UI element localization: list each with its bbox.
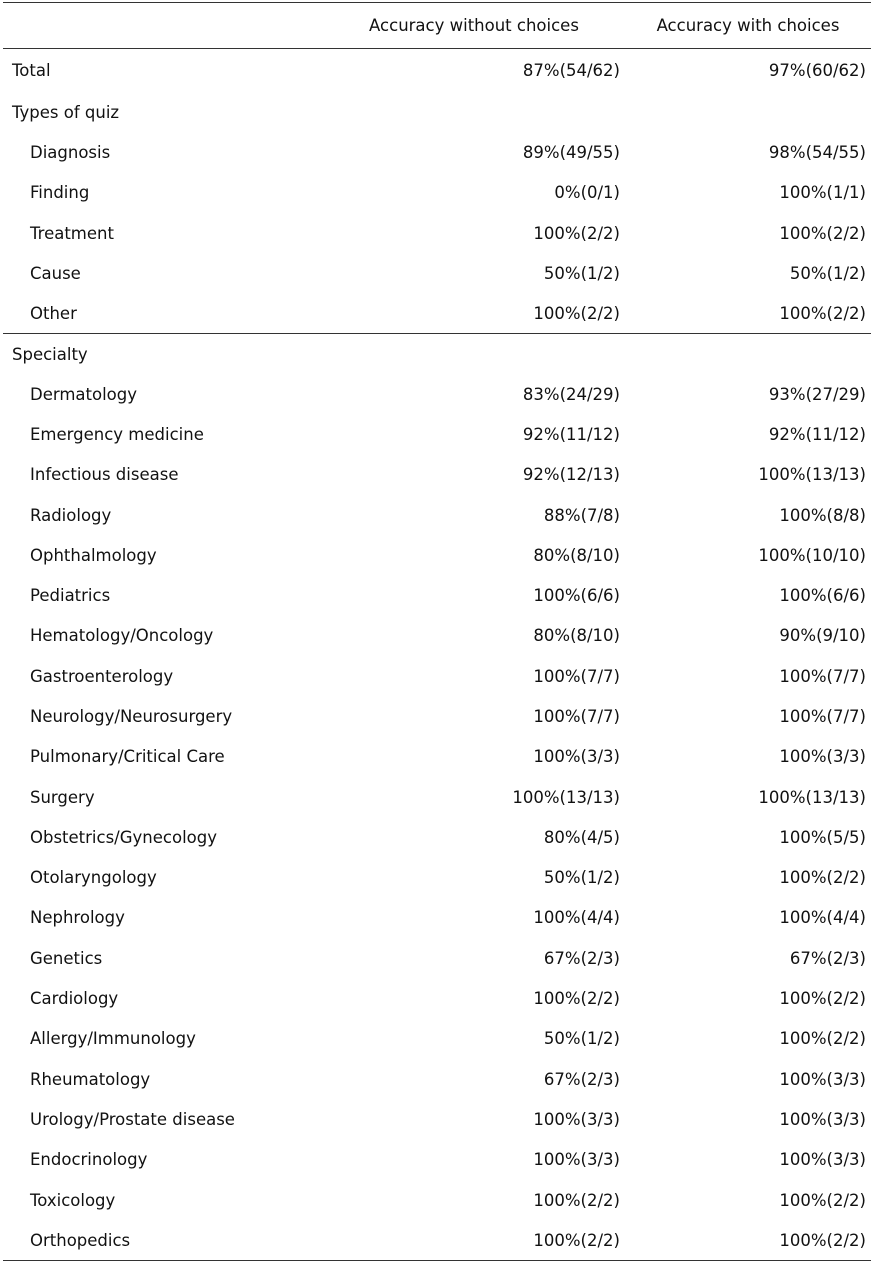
row-label: Radiology — [30, 505, 112, 525]
value-without-choices: 89%(49/55) — [522, 143, 620, 163]
value-without-choices: 100%(3/3) — [533, 1109, 620, 1129]
accuracy-table-container — [3, 2, 871, 1261]
row-label: Toxicology — [30, 1190, 116, 1210]
row-label: Rheumatology — [30, 1069, 151, 1089]
value-without-choices: 50%(1/2) — [543, 1029, 620, 1049]
value-with-choices: 100%(3/3) — [779, 1069, 866, 1089]
row-label: Pediatrics — [30, 586, 111, 606]
header-accuracy-with-choices: Accuracy with choices — [656, 16, 840, 35]
value-without-choices: 87%(54/62) — [522, 61, 620, 81]
value-with-choices: 50%(1/2) — [789, 264, 866, 284]
value-with-choices: 93%(27/29) — [768, 384, 866, 404]
row-label: Ophthalmology — [30, 545, 157, 565]
table-row — [3, 1220, 871, 1260]
row-label: Allergy/Immunology — [30, 1029, 196, 1049]
row-label: Dermatology — [30, 384, 138, 404]
value-with-choices: 100%(2/2) — [779, 1190, 866, 1210]
table-row — [3, 414, 871, 454]
table-row — [3, 656, 871, 696]
table-row — [3, 455, 871, 495]
value-with-choices: 100%(2/2) — [779, 1029, 866, 1049]
table-row — [3, 213, 871, 253]
value-with-choices: 100%(13/13) — [758, 465, 866, 485]
row-label: Endocrinology — [30, 1150, 148, 1170]
value-without-choices: 67%(2/3) — [543, 948, 620, 968]
value-with-choices: 100%(3/3) — [779, 747, 866, 767]
table-row — [3, 1140, 871, 1180]
row-label: Surgery — [30, 787, 95, 807]
accuracy-table — [3, 2, 871, 1261]
value-with-choices: 100%(2/2) — [779, 223, 866, 243]
table-row — [3, 294, 871, 334]
table-row — [3, 777, 871, 817]
row-label: Gastroenterology — [30, 666, 174, 686]
row-label: Urology/Prostate disease — [30, 1109, 235, 1129]
value-without-choices: 100%(2/2) — [533, 223, 620, 243]
table-row — [3, 1180, 871, 1220]
table-row — [3, 1059, 871, 1099]
value-without-choices: 80%(4/5) — [543, 827, 620, 847]
value-without-choices: 100%(3/3) — [533, 747, 620, 767]
value-without-choices: 88%(7/8) — [543, 505, 620, 525]
row-label: Neurology/Neurosurgery — [30, 707, 233, 726]
row-label: Total — [12, 61, 51, 81]
value-with-choices: 100%(3/3) — [779, 1150, 866, 1170]
row-label: Hematology/Oncology — [30, 626, 214, 646]
row-label: Finding — [30, 183, 90, 203]
table-row — [3, 374, 871, 414]
row-label: Obstetrics/Gynecology — [30, 827, 217, 847]
header-label-column — [3, 3, 323, 49]
value-with-choices: 98%(54/55) — [768, 143, 866, 163]
specialty-body — [3, 374, 871, 1261]
row-label: Nephrology — [30, 908, 125, 928]
value-without-choices: 80%(8/10) — [533, 545, 620, 565]
table-row — [3, 858, 871, 898]
value-without-choices: 100%(7/7) — [533, 666, 620, 686]
value-with-choices: 100%(2/2) — [779, 1230, 866, 1250]
value-without-choices: 100%(2/2) — [533, 304, 620, 324]
value-with-choices: 100%(1/1) — [779, 183, 866, 203]
table-row — [3, 978, 871, 1018]
value-without-choices: 100%(6/6) — [533, 586, 620, 606]
value-without-choices: 50%(1/2) — [543, 264, 620, 284]
header-accuracy-without-choices: Accuracy without choices — [369, 16, 579, 35]
table-row — [3, 737, 871, 777]
row-label: Pulmonary/Critical Care — [30, 747, 225, 767]
value-with-choices: 100%(3/3) — [779, 1109, 866, 1129]
value-with-choices: 67%(2/3) — [789, 948, 866, 968]
value-without-choices: 67%(2/3) — [543, 1069, 620, 1089]
table-row — [3, 535, 871, 575]
value-without-choices: 100%(2/2) — [533, 1190, 620, 1210]
value-with-choices: 97%(60/62) — [768, 61, 866, 81]
row-label: Cardiology — [30, 989, 119, 1009]
row-label: Emergency medicine — [30, 424, 204, 444]
table-row — [3, 1099, 871, 1139]
section-row-specialty — [3, 334, 871, 374]
table-row — [3, 253, 871, 293]
table-row — [3, 1019, 871, 1059]
table-row — [3, 495, 871, 535]
value-with-choices: 100%(7/7) — [779, 707, 866, 726]
value-without-choices: 80%(8/10) — [533, 626, 620, 646]
row-label: Diagnosis — [30, 143, 111, 163]
value-with-choices: 100%(4/4) — [779, 908, 866, 928]
value-without-choices: 100%(4/4) — [533, 908, 620, 928]
row-label: Infectious disease — [30, 465, 179, 485]
row-label: Other — [30, 304, 77, 324]
table-row — [3, 696, 871, 736]
value-with-choices: 100%(10/10) — [758, 545, 866, 565]
value-without-choices: 0%(0/1) — [554, 183, 620, 203]
value-without-choices: 50%(1/2) — [543, 868, 620, 888]
value-without-choices: 100%(7/7) — [533, 707, 620, 726]
section-row-types-of-quiz — [3, 93, 871, 133]
value-without-choices: 100%(13/13) — [512, 787, 620, 807]
value-with-choices: 100%(7/7) — [779, 666, 866, 686]
section-heading: Types of quiz — [12, 103, 120, 122]
value-without-choices: 92%(12/13) — [522, 465, 620, 485]
table-row — [3, 173, 871, 213]
value-with-choices: 100%(2/2) — [779, 304, 866, 324]
row-label: Otolaryngology — [30, 868, 157, 888]
table-row — [3, 133, 871, 173]
value-with-choices: 92%(11/12) — [768, 424, 866, 444]
table-row — [3, 938, 871, 978]
total-row — [3, 49, 871, 93]
section-heading: Specialty — [12, 344, 88, 364]
value-with-choices: 100%(2/2) — [779, 868, 866, 888]
value-without-choices: 100%(3/3) — [533, 1150, 620, 1170]
value-with-choices: 100%(8/8) — [779, 505, 866, 525]
table-row — [3, 817, 871, 857]
table-row — [3, 575, 871, 615]
value-without-choices: 83%(24/29) — [522, 384, 620, 404]
table-row — [3, 898, 871, 938]
value-with-choices: 100%(2/2) — [779, 989, 866, 1009]
value-without-choices: 100%(2/2) — [533, 989, 620, 1009]
value-with-choices: 90%(9/10) — [779, 626, 866, 646]
table-row — [3, 616, 871, 656]
row-label: Orthopedics — [30, 1230, 131, 1250]
row-label: Cause — [30, 264, 81, 284]
value-with-choices: 100%(5/5) — [779, 827, 866, 847]
value-with-choices: 100%(13/13) — [758, 787, 866, 807]
value-without-choices: 92%(11/12) — [522, 424, 620, 444]
row-label: Treatment — [30, 223, 114, 243]
quiz-types-body — [3, 133, 871, 334]
header-row — [3, 3, 871, 49]
value-with-choices: 100%(6/6) — [779, 586, 866, 606]
value-without-choices: 100%(2/2) — [533, 1230, 620, 1250]
row-label: Genetics — [30, 948, 103, 968]
